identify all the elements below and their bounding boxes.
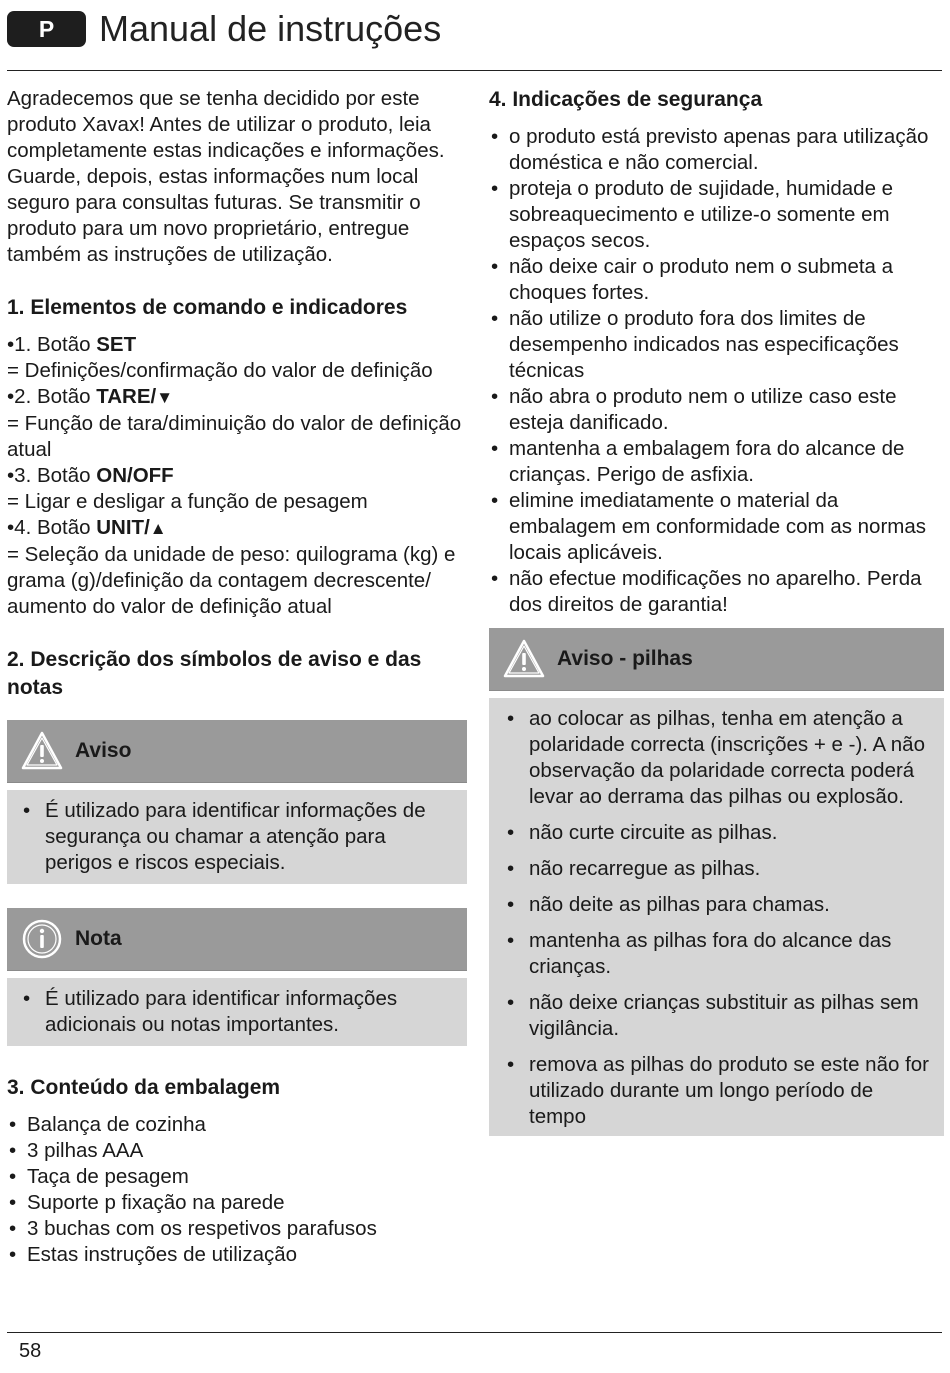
list-item: • mantenha a embalagem fora do alcance de crianças. Perigo de asfixia. <box>489 436 944 488</box>
list-item: • não utilize o produto fora dos limites de desempenho indicados nas especificações técnicas <box>489 306 944 384</box>
list-item: • Suporte p fixação na parede <box>7 1190 467 1216</box>
list-item: • elimine imediatamente o material da embalagem em conformidade com as normas locais aplicáveis. <box>489 488 944 566</box>
warning-box-label: Aviso <box>75 739 132 762</box>
list-item: • não efectue modificações no aparelho. Perda dos direitos de garantia! <box>489 566 944 618</box>
list-item: • o produto está previsto apenas para utilização doméstica e não comercial. <box>489 124 944 176</box>
button-key: UNIT/ <box>96 516 150 539</box>
arrow-up-icon: ▲ <box>149 519 167 538</box>
section3-title: 3. Conteúdo da embalagem <box>7 1076 281 1099</box>
control-item: •3. Botão ON/OFF <box>7 464 174 487</box>
warning-box-header <box>7 720 467 783</box>
package-contents-list <box>7 1112 467 1268</box>
list-item: • É utilizado para identificar informações adicionais ou notas importantes. <box>21 986 453 1038</box>
page-number: 58 <box>19 1340 42 1362</box>
button-key: SET <box>96 333 137 356</box>
page-header <box>7 8 942 71</box>
warning-box-body <box>7 790 467 884</box>
list-item: • proteja o produto de sujidade, humidade e sobreaquecimento e utilize-o somente em espaços secos. <box>489 176 944 254</box>
list-item: • remova as pilhas do produto se este não for utilizado durante um longo período de tempo <box>505 1052 930 1130</box>
warning-triangle-icon <box>503 638 545 680</box>
section2-title: 2. Descrição dos símbolos de aviso e das notas <box>7 648 422 699</box>
control-description: = Função de tara/diminuição do valor de definição atual <box>7 412 462 461</box>
controls-list <box>7 332 467 620</box>
section4-title: 4. Indicações de segurança <box>489 88 763 111</box>
note-box-header <box>7 908 467 971</box>
control-description: = Seleção da unidade de peso: quilograma (kg) e grama (g)/definição da contagem decrescente/ aumento do valor de definição atual <box>7 543 456 618</box>
left-column <box>7 86 467 1268</box>
control-description: = Ligar e desligar a função de pesagem <box>7 490 368 513</box>
page-title: Manual de instruções <box>99 8 442 49</box>
control-item: •1. Botão SET <box>7 333 137 356</box>
list-item: • não deixe crianças substituir as pilhas sem vigilância. <box>505 990 930 1042</box>
list-item: • não deite as pilhas para chamas. <box>505 892 930 918</box>
list-item: • É utilizado para identificar informações de segurança ou chamar a atenção para perigos e riscos especiais. <box>21 798 453 876</box>
note-box-body <box>7 978 467 1046</box>
right-column <box>489 86 944 1136</box>
list-item: • ao colocar as pilhas, tenha em atenção a polaridade correcta (inscrições + e -). A não observação da polaridade correcta poderá levar ao derrama das pilhas ou explosão. <box>505 706 930 810</box>
list-item: • 3 pilhas AAA <box>7 1138 467 1164</box>
list-item: • 3 buchas com os respetivos parafusos <box>7 1216 467 1242</box>
intro-paragraph: Agradecemos que se tenha decidido por este produto Xavax! Antes de utilizar o produto, leia completamente estas indicações e informações. Guarde, depois, estas informações num local seguro para consultas futuras. Se transmitir o produto para um novo proprietário, entregue também as instruções de utilização. <box>7 87 445 266</box>
language-badge: P <box>7 11 86 47</box>
note-box-label: Nota <box>75 927 122 950</box>
button-key: TARE/ <box>96 385 157 408</box>
control-description: = Definições/confirmação do valor de definição <box>7 359 433 382</box>
note-box <box>7 908 467 1046</box>
arrow-down-icon: ▼ <box>156 388 174 407</box>
battery-warning-label: Aviso - pilhas <box>557 647 693 670</box>
battery-warning-body <box>489 698 944 1136</box>
footer-divider <box>7 1332 942 1333</box>
section1-title: 1. Elementos de comando e indicadores <box>7 296 408 319</box>
button-key: ON/OFF <box>96 464 174 487</box>
battery-warning-box <box>489 628 944 1136</box>
list-item: • não abra o produto nem o utilize caso este esteja danificado. <box>489 384 944 436</box>
battery-warning-header <box>489 628 944 691</box>
control-item: •4. Botão UNIT/▲ <box>7 516 167 539</box>
safety-list <box>489 124 944 618</box>
list-item: • Balança de cozinha <box>7 1112 467 1138</box>
info-circle-icon <box>21 918 63 960</box>
list-item: • não curte circuite as pilhas. <box>505 820 930 846</box>
list-item: • Estas instruções de utilização <box>7 1242 467 1268</box>
warning-box <box>7 720 467 884</box>
warning-triangle-icon <box>21 730 63 772</box>
control-item: •2. Botão TARE/▼ <box>7 385 174 408</box>
list-item: • não recarregue as pilhas. <box>505 856 930 882</box>
list-item: • não deixe cair o produto nem o submeta a choques fortes. <box>489 254 944 306</box>
list-item: • mantenha as pilhas fora do alcance das crianças. <box>505 928 930 980</box>
list-item: • Taça de pesagem <box>7 1164 467 1190</box>
